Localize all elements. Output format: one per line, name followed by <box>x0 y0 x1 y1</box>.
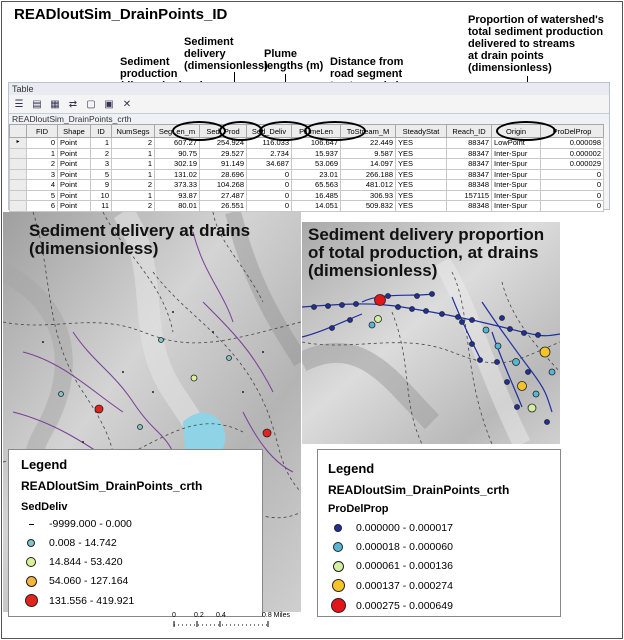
table-cell[interactable]: Inter-Spur <box>492 148 541 159</box>
table-cell[interactable]: Inter-Spur <box>492 169 541 180</box>
table-cell[interactable]: 53.069 <box>292 159 341 170</box>
row-selector[interactable] <box>10 169 27 180</box>
table-cell[interactable]: 1 <box>112 148 155 159</box>
table-cell[interactable]: Point <box>58 190 91 201</box>
table-cell[interactable]: 1 <box>112 159 155 170</box>
related-tables-icon[interactable]: ▤ <box>32 98 42 110</box>
table-cell[interactable]: 93.87 <box>155 190 200 201</box>
table-cell[interactable]: 607.27 <box>155 138 200 149</box>
table-cell[interactable]: 306.93 <box>341 190 396 201</box>
legend-symbol-icon <box>23 556 39 568</box>
map-right-title: Sediment delivery proportion of total production, at drains (dimensionless) <box>308 225 545 280</box>
annotation-proportion: Proportion of watershed's total sediment production delivered to streams at drain points (dimensionless) <box>468 14 604 74</box>
table-cell[interactable]: 106.647 <box>292 138 341 149</box>
legend-item <box>330 579 453 592</box>
table-cell[interactable]: 88347 <box>447 148 492 159</box>
column-header-numsegs[interactable]: NumSegs <box>112 125 155 138</box>
table-cell[interactable]: YES <box>396 190 447 201</box>
table-cell[interactable]: Point <box>58 148 91 159</box>
scale-label-0: 0 <box>172 612 176 619</box>
table-cell[interactable]: 9.587 <box>341 148 396 159</box>
table-cell[interactable]: 88347 <box>447 159 492 170</box>
legend-item-label: 14.844 - 53.420 <box>49 556 123 568</box>
scale-label-1: 0.2 <box>194 612 204 619</box>
table-cell[interactable]: 2 <box>112 180 155 191</box>
table-cell[interactable]: YES <box>396 148 447 159</box>
annotation-distance: Distance from road segment <box>330 56 404 80</box>
table-row[interactable] <box>10 190 604 201</box>
table-cell[interactable]: YES <box>396 201 447 212</box>
row-selector[interactable] <box>10 180 27 191</box>
table-cell[interactable]: 1 <box>91 138 112 149</box>
table-cell[interactable]: 16.485 <box>292 190 341 201</box>
table-cell[interactable]: 27.487 <box>200 190 247 201</box>
table-cell[interactable]: 131.02 <box>155 169 200 180</box>
column-header-fid[interactable]: FID <box>27 125 58 138</box>
attribute-table <box>9 124 604 212</box>
column-header-plumelen[interactable]: PlumeLen <box>292 125 341 138</box>
table-cell[interactable]: 26.551 <box>200 201 247 212</box>
table-cell[interactable]: 3 <box>91 159 112 170</box>
legend-right-field: ProDelProp <box>328 503 389 515</box>
table-window-title: Table <box>9 83 609 95</box>
table-cell[interactable]: 509.832 <box>341 201 396 212</box>
legend-item-label: 0.000275 - 0.000649 <box>356 599 453 612</box>
column-header-seglen-m[interactable]: SegLen_m <box>155 125 200 138</box>
table-cell[interactable]: 302.19 <box>155 159 200 170</box>
table-cell[interactable]: 6 <box>27 201 58 212</box>
legend-symbol-icon <box>330 598 346 613</box>
table-cell[interactable]: 65.563 <box>292 180 341 191</box>
legend-item <box>330 541 453 553</box>
table-cell[interactable]: 2.734 <box>247 148 292 159</box>
table-cell[interactable]: 0 <box>541 169 604 180</box>
page-title: READloutSim_DrainPoints_ID <box>14 6 228 23</box>
table-cell[interactable]: 104.268 <box>200 180 247 191</box>
legend-left-layer: READloutSim_DrainPoints_crth <box>21 479 203 493</box>
legend-symbol-icon <box>23 537 39 549</box>
switch-selection-icon[interactable]: ⇄ <box>68 98 78 110</box>
table-cell[interactable]: Point <box>58 180 91 191</box>
legend-symbol-icon <box>330 579 346 592</box>
column-header-shape[interactable]: Shape <box>58 125 91 138</box>
table-cell[interactable]: YES <box>396 138 447 149</box>
table-cell[interactable]: 157115 <box>447 190 492 201</box>
table-cell[interactable]: 2 <box>27 159 58 170</box>
legend-symbol-icon <box>330 522 346 534</box>
table-cell[interactable]: 0 <box>27 138 58 149</box>
legend-item <box>23 556 123 568</box>
row-selector[interactable] <box>10 159 27 170</box>
legend-item-label: 0.000137 - 0.000274 <box>356 579 453 592</box>
column-header-tostream-m[interactable]: ToStream_M <box>341 125 396 138</box>
table-cell[interactable]: 29.527 <box>200 148 247 159</box>
legend-symbol-icon <box>23 575 39 587</box>
legend-right-title: Legend <box>328 461 375 476</box>
legend-item-label: -9999.000 - 0.000 <box>49 518 132 530</box>
table-options-icon[interactable]: ☰ <box>14 98 24 110</box>
table-cell[interactable]: Inter-Spur <box>492 190 541 201</box>
table-cell[interactable]: YES <box>396 180 447 191</box>
table-cell[interactable]: 0 <box>541 190 604 201</box>
table-cell[interactable]: 88347 <box>447 138 492 149</box>
table-cell[interactable]: 0.000098 <box>541 138 604 149</box>
table-cell[interactable]: YES <box>396 159 447 170</box>
row-selector[interactable]: ▸ <box>10 138 27 149</box>
table-cell[interactable]: 5 <box>27 190 58 201</box>
table-row[interactable] <box>10 201 604 212</box>
table-cell[interactable]: 88348 <box>447 180 492 191</box>
table-row[interactable] <box>10 169 604 180</box>
table-cell[interactable]: 0 <box>247 169 292 180</box>
table-cell[interactable]: 116.033 <box>247 138 292 149</box>
legend-symbol-icon <box>23 518 39 530</box>
legend-item-label: 0.000061 - 0.000136 <box>356 560 453 572</box>
column-header-origin[interactable]: Origin <box>492 125 541 138</box>
clear-selection-icon[interactable]: ▢ <box>86 98 96 110</box>
scale-label-3: 0.8 Miles <box>262 612 291 619</box>
table-cell[interactable]: 1 <box>27 148 58 159</box>
table-cell[interactable]: 0 <box>247 180 292 191</box>
table-cell[interactable]: 0.000002 <box>541 148 604 159</box>
table-cell[interactable]: 0 <box>247 190 292 201</box>
table-cell[interactable]: 4 <box>27 180 58 191</box>
table-cell[interactable]: 88348 <box>447 201 492 212</box>
column-header-sed-deliv[interactable]: Sed_Deliv <box>247 125 292 138</box>
table-cell[interactable]: 3 <box>27 169 58 180</box>
table-cell[interactable]: 80.01 <box>155 201 200 212</box>
table-cell[interactable]: 254.924 <box>200 138 247 149</box>
table-cell[interactable]: 266.188 <box>341 169 396 180</box>
table-cell[interactable]: 0.000029 <box>541 159 604 170</box>
table-toolbar <box>9 95 609 113</box>
table-cell[interactable]: Inter-Spur <box>492 180 541 191</box>
scale-bar-ticks <box>170 621 310 635</box>
table-cell[interactable]: 0 <box>247 201 292 212</box>
row-selector[interactable] <box>10 190 27 201</box>
scale-bar <box>170 612 310 636</box>
legend-item-label: 0.008 - 14.742 <box>49 537 117 549</box>
row-selector-header <box>10 125 27 138</box>
table-row[interactable] <box>10 138 604 149</box>
column-header-steadystat[interactable]: SteadyStat <box>396 125 447 138</box>
delete-selected-icon[interactable]: ✕ <box>122 98 132 110</box>
table-cell[interactable]: 11 <box>91 201 112 212</box>
legend-item <box>330 560 453 572</box>
table-cell[interactable]: 34.687 <box>247 159 292 170</box>
table-tab[interactable]: READloutSim_DrainPoints_crth <box>9 113 609 125</box>
scale-label-2: 0.4 <box>216 612 226 619</box>
table-cell[interactable]: 15.937 <box>292 148 341 159</box>
table-cell[interactable]: LowPoint <box>492 138 541 149</box>
row-selector[interactable] <box>10 201 27 212</box>
legend-left-title: Legend <box>21 457 68 472</box>
legend-item <box>23 537 117 549</box>
table-cell[interactable]: Inter-Spur <box>492 201 541 212</box>
table-cell[interactable]: 2 <box>112 201 155 212</box>
annotation-sed-deliv: Sediment delivery (dimensionless) <box>184 36 268 72</box>
legend-item <box>23 594 134 607</box>
table-cell[interactable]: Point <box>58 169 91 180</box>
table-cell[interactable]: 22.449 <box>341 138 396 149</box>
table-row[interactable] <box>10 180 604 191</box>
legend-item <box>330 598 453 613</box>
column-header-reach-id[interactable]: Reach_ID <box>447 125 492 138</box>
table-cell[interactable]: 481.012 <box>341 180 396 191</box>
legend-item <box>23 518 132 530</box>
column-header-sed-prod[interactable]: Sed_Prod <box>200 125 247 138</box>
table-window <box>8 82 610 210</box>
row-selector[interactable] <box>10 148 27 159</box>
legend-symbol-icon <box>330 560 346 572</box>
legend-item <box>330 522 453 534</box>
table-cell[interactable]: 1 <box>112 190 155 201</box>
table-cell[interactable]: Point <box>58 138 91 149</box>
table-cell[interactable]: 90.75 <box>155 148 200 159</box>
legend-item-label: 0.000000 - 0.000017 <box>356 522 453 534</box>
table-cell[interactable]: 5 <box>91 169 112 180</box>
table-cell[interactable]: 14.051 <box>292 201 341 212</box>
table-cell[interactable]: 10 <box>91 190 112 201</box>
legend-symbol-icon <box>330 541 346 553</box>
table-cell[interactable]: 88347 <box>447 169 492 180</box>
table-cell[interactable]: 91.149 <box>200 159 247 170</box>
table-cell[interactable]: 373.33 <box>155 180 200 191</box>
legend-left-field: SedDeliv <box>21 501 68 513</box>
map-left-title: Sediment delivery at drains (dimensionless) <box>29 221 251 258</box>
table-cell[interactable]: 0 <box>541 201 604 212</box>
annotation-plume: Plume lengths (m) <box>264 48 324 72</box>
legend-item <box>23 575 128 587</box>
legend-right <box>317 449 561 617</box>
table-cell[interactable]: 1 <box>112 169 155 180</box>
table-cell[interactable]: Inter-Spur <box>492 159 541 170</box>
table-row[interactable] <box>10 148 604 159</box>
legend-item-label: 54.060 - 127.164 <box>49 575 129 587</box>
table-cell[interactable]: 23.01 <box>292 169 341 180</box>
legend-symbol-icon <box>23 594 39 607</box>
table-cell[interactable]: 2 <box>112 138 155 149</box>
column-header-id[interactable]: ID <box>91 125 112 138</box>
column-header-prodelprop[interactable]: ProDelProp <box>541 125 604 138</box>
legend-item-label: 0.000018 - 0.000060 <box>356 541 453 553</box>
zoom-selected-icon[interactable]: ▣ <box>104 98 114 110</box>
table-cell[interactable]: Point <box>58 201 91 212</box>
map-right[interactable] <box>302 222 560 444</box>
legend-right-layer: READloutSim_DrainPoints_crth <box>328 483 510 497</box>
legend-item-label: 131.556 - 419.921 <box>49 594 135 607</box>
legend-left <box>8 449 263 617</box>
table-cell[interactable]: YES <box>396 169 447 180</box>
table-cell[interactable]: Point <box>58 159 91 170</box>
table-cell[interactable]: 28.696 <box>200 169 247 180</box>
table-cell[interactable]: 0 <box>541 180 604 191</box>
table-row[interactable] <box>10 159 604 170</box>
annotation-sed-prod: Sediment production <box>120 56 178 80</box>
table-cell[interactable]: 2 <box>91 148 112 159</box>
table-cell[interactable]: 14.097 <box>341 159 396 170</box>
table-cell[interactable]: 9 <box>91 180 112 191</box>
select-by-attributes-icon[interactable]: ▦ <box>50 98 60 110</box>
